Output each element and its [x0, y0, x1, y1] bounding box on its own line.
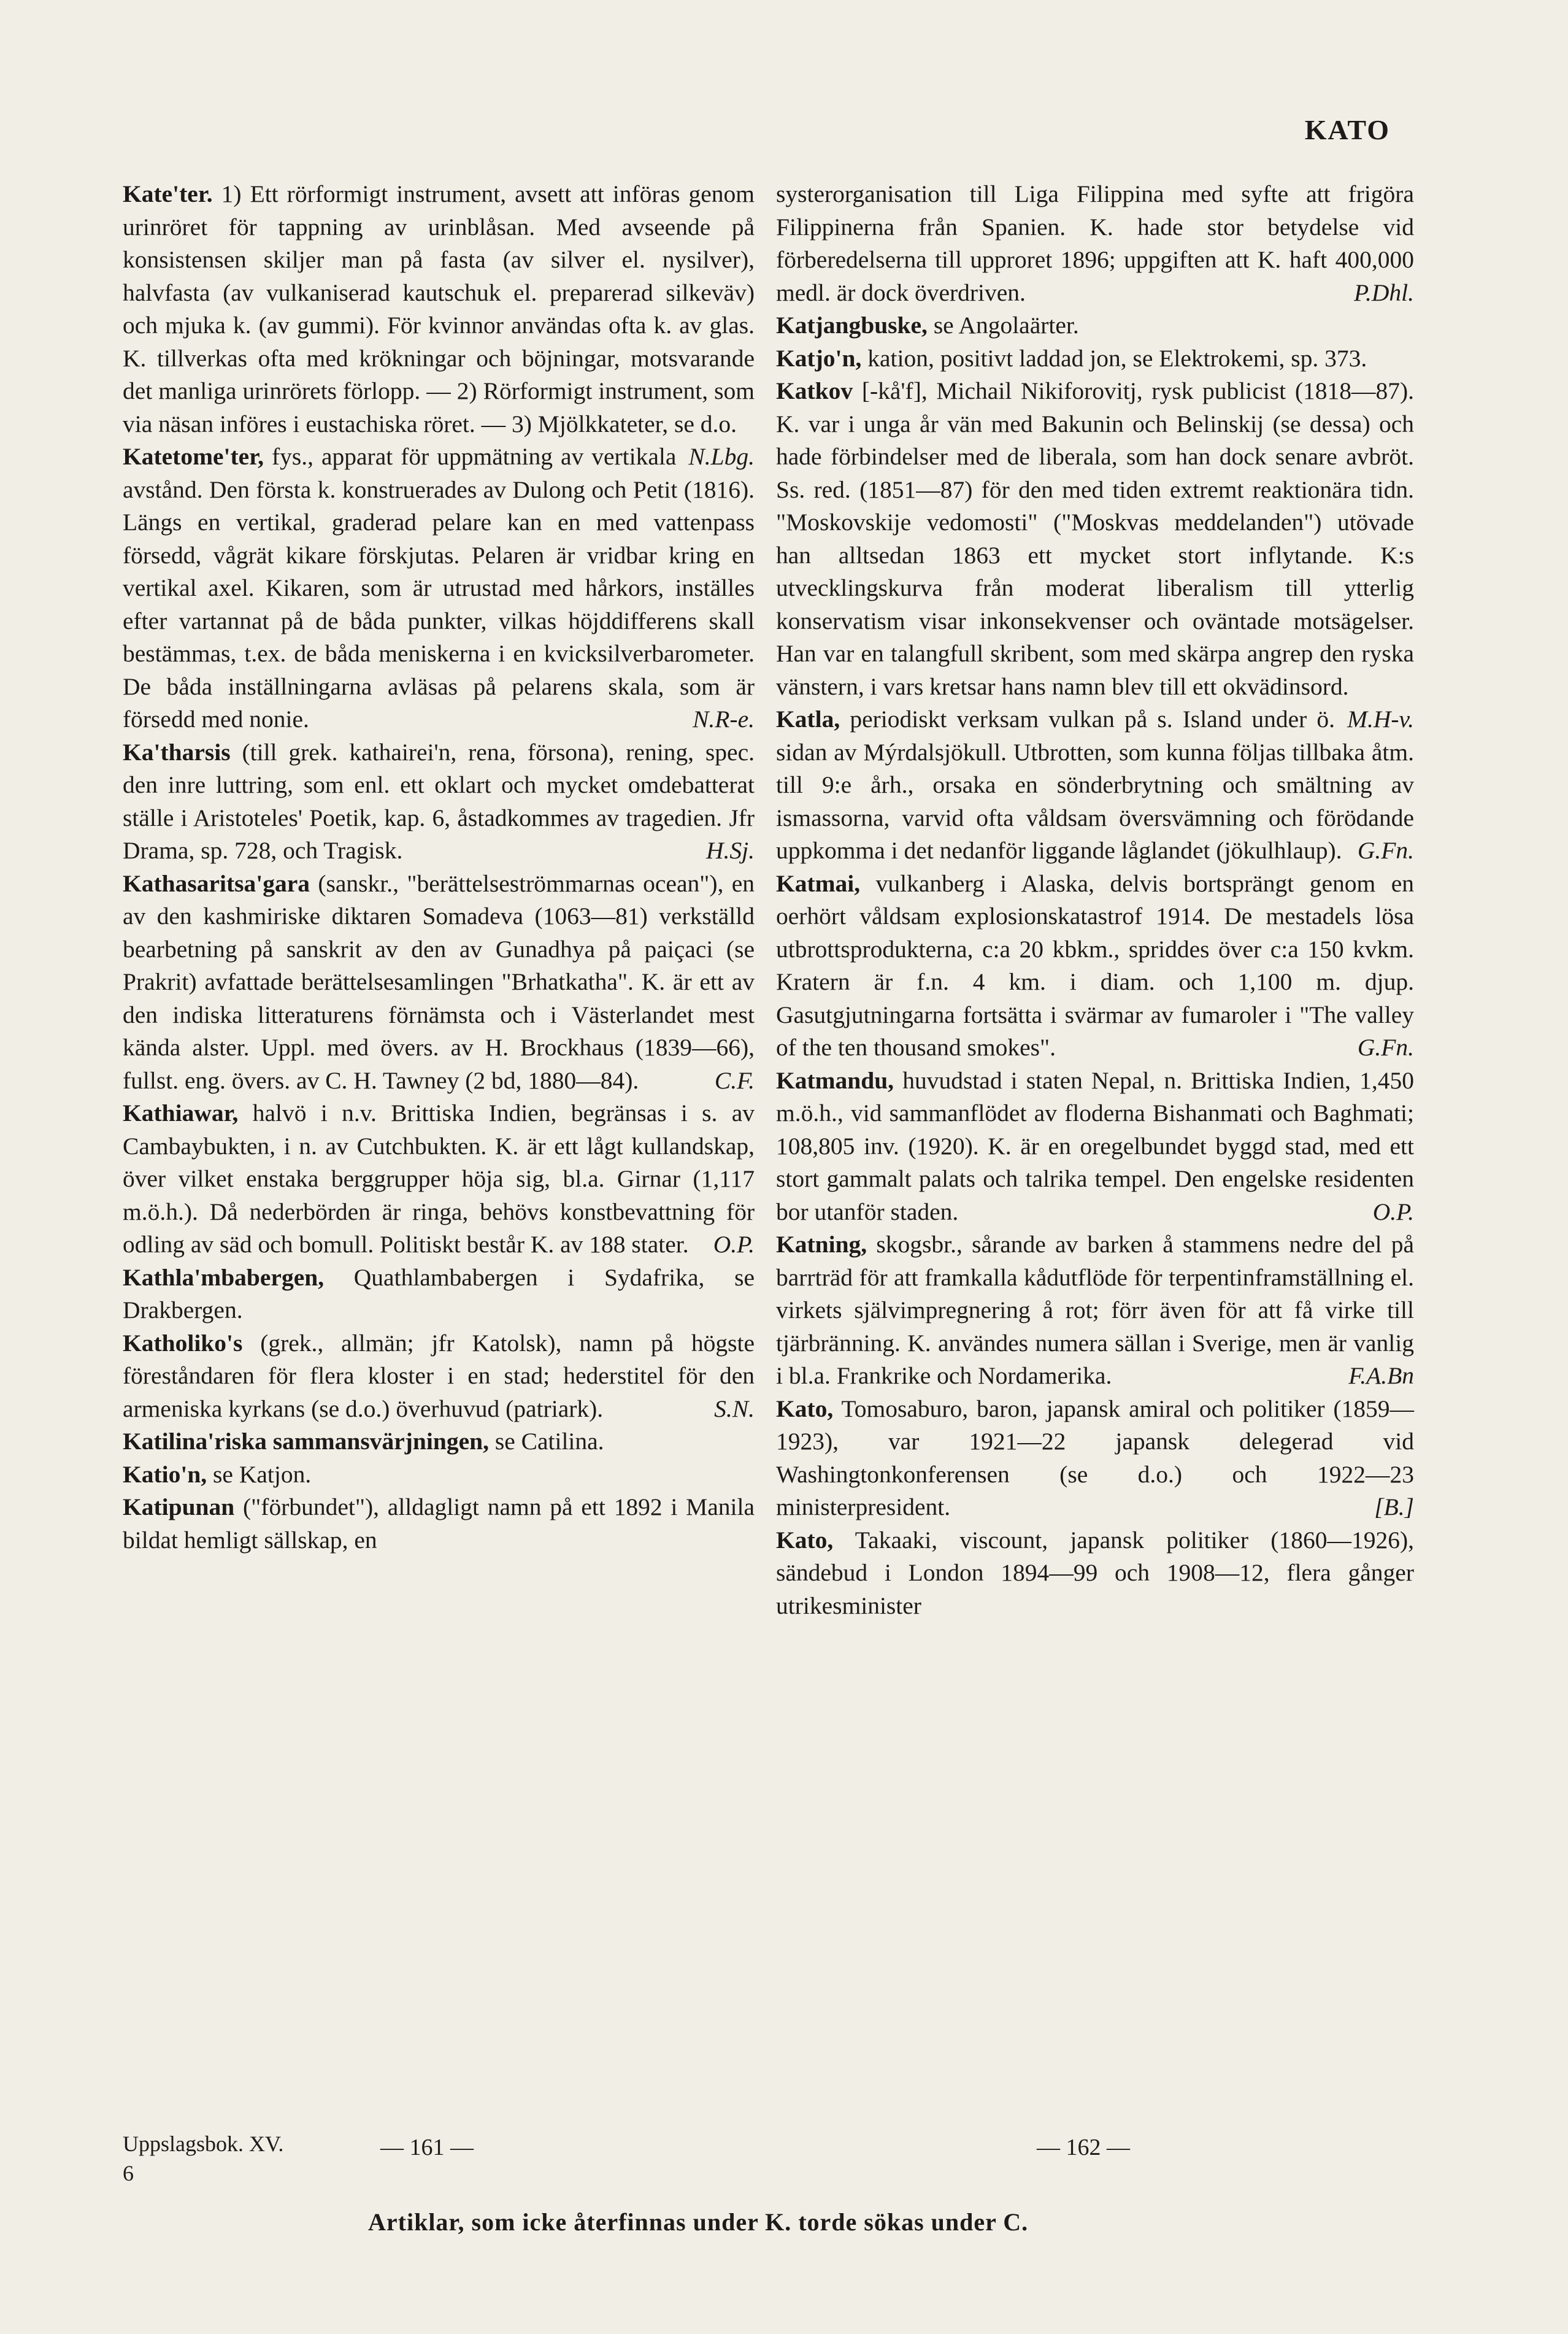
entry-headword: Katjangbuske, [776, 312, 928, 339]
entry-text: periodiskt verksam vulkan på s. Island under ö. sidan av Mýrdalsjökull. Utbrotten, som kunna följas tillbaka åtm. till 9:e årh., orsaka en sönderbrytning och smältning av ismassorna, varvid ofta våldsam översvämning och förödande uppkomma i det nedanför liggande låglandet (jökulhlaup). [776, 706, 1414, 864]
entry-text: Tomosaburo, baron, japansk amiral och politiker (1859—1923), var 1921—22 japansk delegerad vid Washingtonkonferensen (se d.o.) och 1922—23 ministerpresident. [776, 1395, 1414, 1520]
dictionary-entry [123, 1425, 755, 1458]
dictionary-entry [123, 868, 755, 1098]
dictionary-entry [123, 1097, 755, 1261]
entry-signature: G.Fn. [1357, 837, 1414, 864]
entry-text: ("förbundet"), alldagligt namn på ett 1892 i Manila bildat hemligt sällskap, en [123, 1493, 755, 1554]
footer-note: Artiklar, som icke återfinnas under K. torde sökas under C. [368, 2208, 1029, 2236]
entry-text: vulkanberg i Alaska, delvis bortsprängt genom en oerhört våldsam explosionskatastrof 1914. De mestadels lösa utbrottsprodukterna, c:a 20 kbkm., spriddes över c:a 150 kvkm. Kratern är f.n. 4 km. i diam. och 1,100 m. djup. Gasutgjutningarna fortsätta i svärmar av fumaroler i "The valley of the ten thousand smokes". [776, 869, 1414, 1061]
entry-text: (grek., allmän; jfr Katolsk), namn på högste föreståndaren för flera kloster i en stad; hederstitel för den armeniska kyrkans (se d.o.) överhuvud (patriark). [123, 1329, 755, 1422]
sheet-number: 6 [123, 2161, 134, 2186]
entry-signature: O.P. [713, 1231, 755, 1258]
entry-signature: N.Lbg. [688, 443, 755, 470]
dictionary-entry [123, 1458, 755, 1492]
page-number-left: — 161 — [380, 2135, 474, 2160]
dictionary-entry [123, 1327, 755, 1426]
entry-headword: Katla, [776, 706, 840, 733]
entry-text: skogsbr., sårande av barken å stammens nedre del på barrträd för att framkalla kådutflöde för terpentinframställning el. virkets självimpregnering å rot; förr även för att få virke till tjärbränning. K. användes numera sällan i Sverige, men är vanlig i bl.a. Frankrike och Nordamerika. [776, 1231, 1415, 1389]
volume-label: Uppslagsbok. XV. [123, 2132, 284, 2156]
dictionary-entry [776, 342, 1414, 376]
entry-headword: Katetome'ter, [123, 443, 264, 470]
entry-text: (till grek. kathairei'n, rena, försona), rening, spec. den inre luttring, som enl. ett oklart och mycket omdebatterat ställe i Aristoteles' Poetik, kap. 6, åstadkommes av tragedien. Jfr Drama, sp. 728, och Tragisk. [123, 738, 755, 864]
dictionary-entry [776, 868, 1414, 1065]
entry-text: se Katjon. [213, 1460, 312, 1488]
entry-signature: C.F. [714, 1066, 755, 1094]
entry-headword: Katjo'n, [776, 344, 862, 372]
entry-text: se Catilina. [494, 1428, 604, 1455]
entry-signature: [B.] [1374, 1493, 1414, 1520]
dictionary-entry [776, 1228, 1414, 1393]
entry-headword: Katning, [776, 1231, 867, 1258]
entry-text: (sanskr., "berättelseströmmarnas ocean"), en av den kashmiriske diktaren Somadeva (1063—81) verkställd bearbetning på sanskrit av den av Gunadhya på paiçaci (se Prakrit) avfattade berättelsesamlingen "Brhatkatha". K. är ett av den indiska litteraturens förnämsta och i Västerlandet mest kända alster. Uppl. med övers. av H. Brockhaus (1839—66), fullst. eng. övers. av C. H. Tawney (2 bd, 1880—84). [123, 869, 755, 1094]
dictionary-entry [776, 178, 1414, 309]
page-number-right: — 162 — [1037, 2135, 1130, 2160]
entry-text: halvö i n.v. Brittiska Indien, begränsas i s. av Cambaybukten, i n. av Cutchbukten. K. är ett lågt kullandskap, över vilket enstaka berggrupper höja sig, bl.a. Girnar (1,117 m.ö.h.). Då nederbörden är ringa, behövs konstbevattning för odling av säd och bomull. Politiskt består K. av 188 stater. [123, 1100, 755, 1258]
entry-headword: Katholiko's [123, 1329, 243, 1357]
dictionary-entry [123, 441, 755, 736]
left-column [123, 178, 755, 1557]
entry-signature: M.H-v. [1347, 706, 1414, 733]
running-header: KATO [1304, 114, 1390, 145]
right-column [776, 178, 1414, 1622]
entry-text: huvudstad i staten Nepal, n. Brittiska Indien, 1,450 m.ö.h., vid sammanflödet av floderna Bishanmati och Baghmati; 108,805 inv. (1920). K. är en oregelbundet byggd stad, med ett stort gammalt palats och talrika tempel. Den engelske residenten bor utanför staden. [776, 1066, 1415, 1225]
entry-signature: N.R-e. [693, 706, 755, 733]
entry-headword: Katkov [776, 377, 853, 404]
dictionary-entry [123, 1261, 755, 1327]
dictionary-entry [776, 1393, 1414, 1524]
entry-headword: Katilina'riska sammansvärjningen, [123, 1428, 489, 1455]
entry-headword: Katio'n, [123, 1460, 207, 1488]
entry-headword: Katmandu, [776, 1066, 894, 1094]
entry-signature: F.A.Bn [1348, 1362, 1414, 1389]
volume-info [123, 2129, 283, 2188]
entry-signature: O.P. [1372, 1198, 1414, 1225]
entry-text: Quathlambabergen i Sydafrika, se Drakbergen. [123, 1263, 755, 1323]
dictionary-entry [776, 1524, 1414, 1623]
entry-headword: Katipunan [123, 1493, 235, 1520]
dictionary-entry [776, 1065, 1414, 1229]
dictionary-entry [776, 703, 1414, 868]
entry-headword: Kato, [776, 1395, 834, 1422]
entry-text: [-kå'f], Michail Nikiforovitj, rysk publicist (1818—87). K. var i unga år vän med Bakunin och Belinskij (se dessa) och hade förbindelser med de liberala, som han dock senare avbröt. Ss. red. (1851—87) för den med tiden extremt reaktionära tidn. "Moskovskije vedomosti" ("Moskvas meddelanden") utövade han alltsedan 1863 ett mycket stort inflytande. K:s utvecklingskurva från moderat liberalism till ytterlig konservatism visar inkonsekvenser och oväntade motsägelser. Han var en talangfull skribent, som med skärpa angrep den ryska vänstern, i vars kretsar hans namn blev till ett okvädinsord. [776, 377, 1414, 700]
entry-headword: Kathla'mbabergen, [123, 1263, 325, 1291]
dictionary-entry [123, 736, 755, 868]
entry-headword: Kato, [776, 1526, 834, 1554]
entry-signature: G.Fn. [1357, 1034, 1414, 1061]
entry-text: fys., apparat för uppmätning av vertikala avstånd. Den första k. konstruerades av Dulong och Petit (1816). Längs en vertikal, graderad pelare kan en med vattenpass försedd, vågrät kikare förskjutas. Pelaren är vridbar kring en vertikal axel. Kikaren, som är utrustad med hårkors, inställes efter vartannat på de båda punkter, vilkas höjddifferens skall bestämmas, t.ex. de båda meniskerna i en kvicksilverbarometer. De båda inställningarna avläsas på pelarens skala, som är försedd med nonie. [123, 443, 755, 733]
entry-headword: Kate'ter. [123, 180, 213, 207]
dictionary-entry [776, 309, 1414, 342]
entry-text: se Angolaärter. [933, 312, 1079, 339]
entry-text: Takaaki, viscount, japansk politiker (1860—1926), sändebud i London 1894—99 och 1908—12, flera gånger utrikesminister [776, 1526, 1414, 1619]
entry-headword: Kathiawar, [123, 1100, 239, 1127]
entry-headword: Katmai, [776, 869, 861, 897]
entry-headword: Ka'tharsis [123, 738, 231, 766]
entry-text: 1) Ett rörformigt instrument, avsett att införas genom urinröret för tappning av urinblåsan. Med avseende på konsistensen skiljer man på fasta (av silver el. nysilver), halvfasta (av vulkaniserad kautschuk el. preparerad silkeväv) och mjuka k. (av gummi). För kvinnor användas ofta k. av glas. K. tillverkas ofta med krökningar och böjningar, motsvarande det manliga urinrörets förlopp. — 2) Rörformigt instrument, som via näsan införes i eustachiska röret. — 3) Mjölkkateter, se d.o. [123, 180, 755, 437]
dictionary-entry [123, 1491, 755, 1557]
entry-text: kation, positivt laddad jon, se Elektrokemi, sp. 373. [867, 344, 1367, 372]
entry-signature: P.Dhl. [1353, 279, 1414, 306]
entry-signature: H.Sj. [706, 837, 755, 864]
entry-text: systerorganisation till Liga Filippina med syfte att frigöra Filippinerna från Spanien. K. hade stor betydelse vid förberedelserna till upproret 1896; uppgiften att K. haft 400,000 medl. är dock överdriven. [776, 180, 1414, 306]
entry-headword: Kathasaritsa'gara [123, 869, 310, 897]
entry-signature: S.N. [714, 1395, 755, 1422]
